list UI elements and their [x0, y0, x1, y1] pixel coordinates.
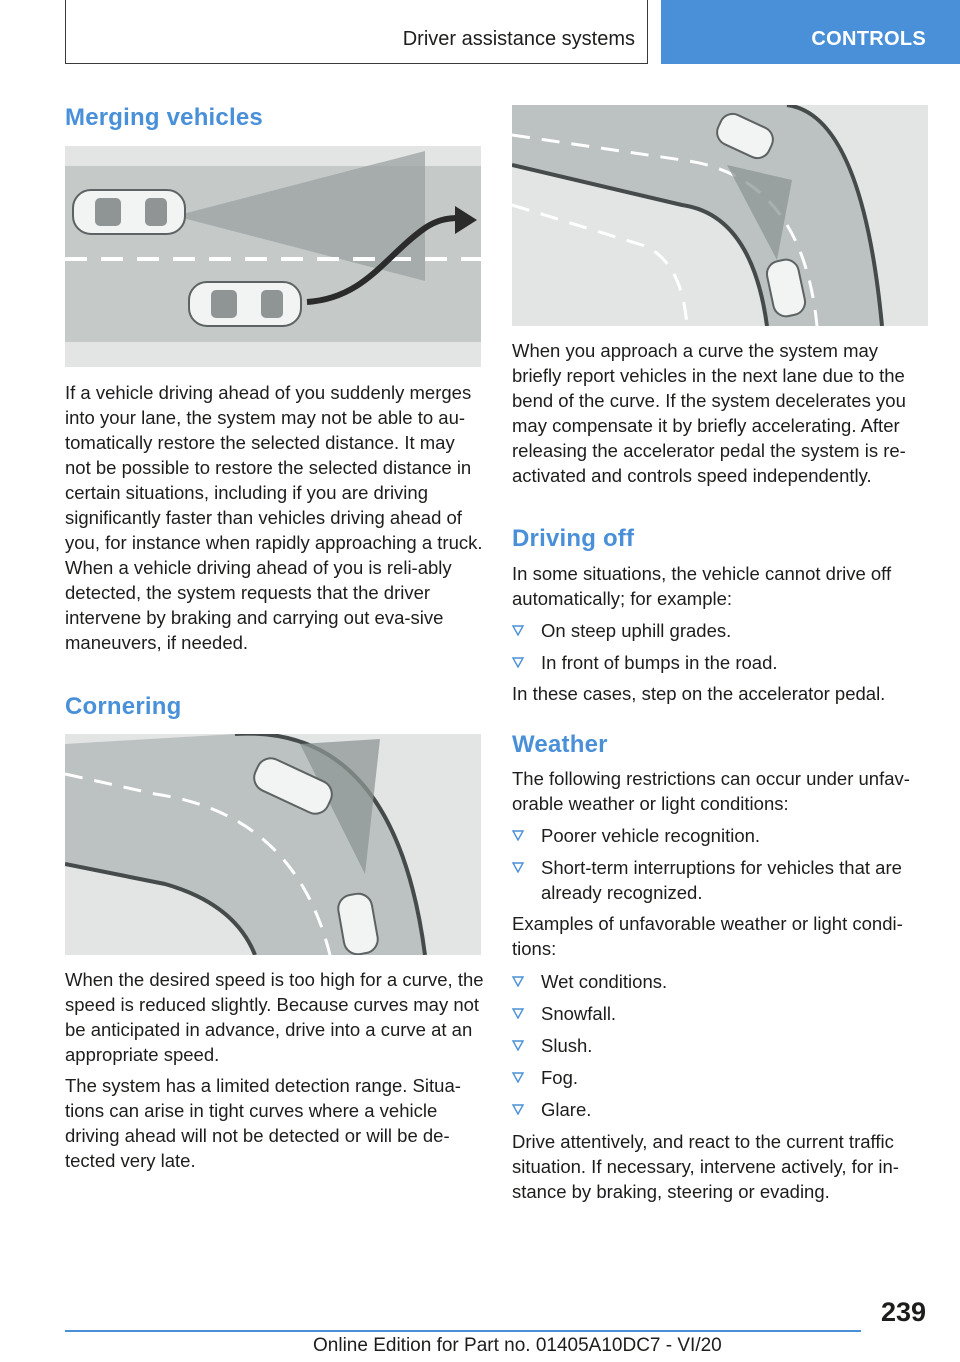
weather-examples-intro: Examples of unfavorable weather or light condi-tions:: [512, 913, 903, 959]
chapter-tab-label: CONTROLS: [811, 28, 926, 50]
triangle-bullet-icon: [512, 1072, 524, 1083]
footer-edition: Online Edition for Part no. 01405A10DC7 - VI/20: [313, 1335, 722, 1356]
driving-off-outro: In these cases, step on the accelerator pedal.: [512, 683, 886, 704]
triangle-bullet-icon: [512, 657, 524, 668]
footer-divider: [65, 1330, 861, 1332]
car-merging: [189, 282, 301, 326]
heading-merging-vehicles: Merging vehicles: [65, 104, 263, 131]
triangle-bullet-icon: [512, 862, 524, 873]
cornering-figure: [65, 734, 481, 955]
merging-vehicles-paragraph: If a vehicle driving ahead of you suddenly merges into your lane, the system may not be able to au-tomatically restore the selected distance. It may not be possible to restore the selected distance in certain situations, including if you are driving significantly faster than vehicles driving ahead of you, for instance when rapidly approaching a truck. When a vehicle driving ahead of you is reli-ably detected, the system requests that the driver intervene by braking and carrying out eva-sive maneuvers, if needed.: [65, 382, 483, 653]
merging-vehicles-figure: [65, 146, 481, 367]
weather-intro: The following restrictions can occur under unfav-orable weather or light conditions:: [512, 768, 910, 814]
triangle-bullet-icon: [512, 1040, 524, 1051]
heading-driving-off: Driving off: [512, 525, 635, 552]
curve-paragraph: When you approach a curve the system may briefly report vehicles in the next lane due to the bend of the curve. If the system decelerates you may compensate it by briefly accelerating. After releasing the accelerator pedal the system is re-activated and controls speed independently.: [512, 340, 906, 486]
heading-cornering: Cornering: [65, 693, 182, 720]
triangle-bullet-icon: [512, 976, 524, 987]
driving-off-intro: In some situations, the vehicle cannot drive off automatically; for example:: [512, 563, 892, 609]
triangle-bullet-icon: [512, 1104, 524, 1115]
header-section-box: [65, 0, 648, 64]
triangle-bullet-icon: [512, 625, 524, 636]
car-ahead: [73, 190, 185, 234]
triangle-bullet-icon: [512, 830, 524, 841]
cornering-paragraph-1: When the desired speed is too high for a curve, the speed is reduced slightly. Because curves may not be anticipated in advance, drive into a curve at an appropriate speed.: [65, 969, 484, 1065]
chapter-tab: [661, 0, 960, 64]
section-title: Driver assistance systems: [402, 28, 635, 50]
heading-weather: Weather: [512, 731, 608, 758]
cornering-paragraph-2: The system has a limited detection range. Situa-tions can arise in tight curves where a vehicle driving ahead will not be detected or will be de-tected very late.: [65, 1075, 461, 1171]
weather-closing: Drive attentively, and react to the current traffic situation. If necessary, intervene actively, for in-stance by braking, steering or evading.: [512, 1131, 899, 1202]
page-number: 239: [880, 1297, 926, 1327]
triangle-bullet-icon: [512, 1008, 524, 1019]
curve-lane-figure: [512, 105, 928, 326]
